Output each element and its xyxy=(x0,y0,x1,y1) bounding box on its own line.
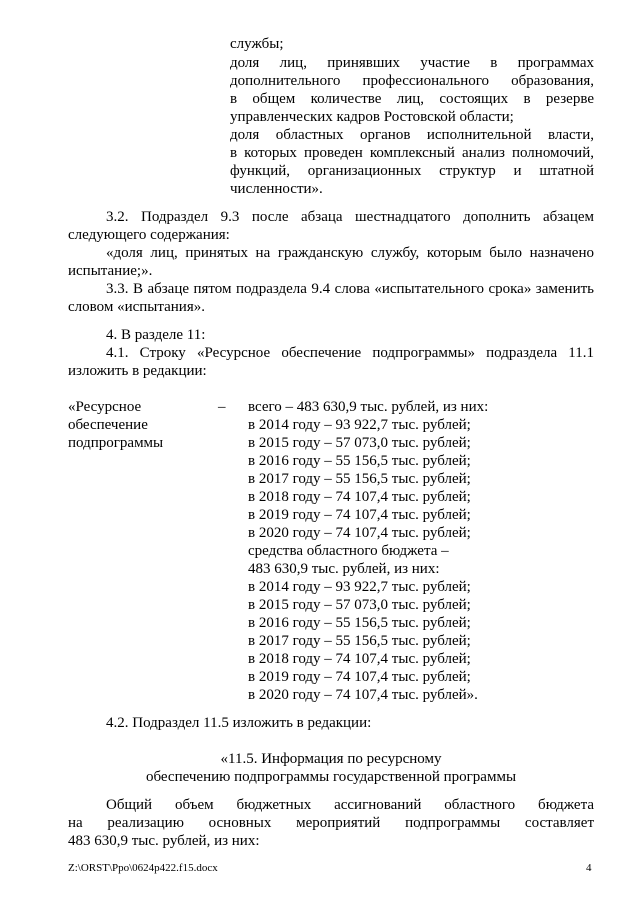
title-line: «11.5. Информация по ресурсному xyxy=(220,751,442,767)
table-label: подпрограммы xyxy=(68,435,164,451)
table-value: в 2016 году – 55 156,5 тыс. рублей; xyxy=(248,453,471,469)
paragraph-line: 4.1. Строку «Ресурсное обеспечение подпрограммы» подраздела 11.1 xyxy=(106,345,594,361)
table-value: в 2014 году – 93 922,7 тыс. рублей; xyxy=(248,579,471,595)
table-value: в 2019 году – 74 107,4 тыс. рублей; xyxy=(248,507,471,523)
table-value: в 2020 году – 74 107,4 тыс. рублей; xyxy=(248,525,471,541)
paragraph-line: испытание;». xyxy=(68,263,153,279)
title-line: обеспечению подпрограммы государственной программы xyxy=(145,769,517,785)
paragraph-line: словом «испытания». xyxy=(68,299,205,315)
table-value: в 2017 году – 55 156,5 тыс. рублей; xyxy=(248,471,471,487)
paragraph-line: 3.3. В абзаце пятом подраздела 9.4 слова «испытательного срока» заменить xyxy=(106,281,594,297)
table-value: в 2016 году – 55 156,5 тыс. рублей; xyxy=(248,615,471,631)
table-label: обеспечение xyxy=(68,417,148,433)
text-line: доля областных органов исполнительной власти, xyxy=(230,127,594,143)
text-line: доля лиц, принявших участие в программах xyxy=(230,55,594,71)
table-dash: – xyxy=(218,399,226,415)
text-line: в общем количестве лиц, состоящих в резерве xyxy=(230,91,594,107)
table-value: в 2020 году – 74 107,4 тыс. рублей». xyxy=(248,687,478,703)
paragraph-line: 3.2. Подраздел 9.3 после абзаца шестнадцатого дополнить абзацем xyxy=(106,209,594,225)
text-line: управленческих кадров Ростовской области; xyxy=(230,109,514,125)
text-line: функций, организационных структур и штатной xyxy=(230,163,594,179)
table-label: «Ресурсное xyxy=(68,399,142,415)
paragraph-line: «доля лиц, принятых на гражданскую службу, которым было назначено xyxy=(106,245,594,261)
table-value: в 2014 году – 93 922,7 тыс. рублей; xyxy=(248,417,471,433)
table-value: в 2018 году – 74 107,4 тыс. рублей; xyxy=(248,651,471,667)
table-value: средства областного бюджета – xyxy=(248,543,449,559)
table-value: в 2015 году – 57 073,0 тыс. рублей; xyxy=(248,435,471,451)
paragraph-line: изложить в редакции: xyxy=(68,363,207,379)
table-value: всего – 483 630,9 тыс. рублей, из них: xyxy=(248,399,489,415)
table-value: в 2019 году – 74 107,4 тыс. рублей; xyxy=(248,669,471,685)
table-value: в 2018 году – 74 107,4 тыс. рублей; xyxy=(248,489,471,505)
text-line: дополнительного профессионального образования, xyxy=(230,73,594,89)
text-line: в которых проведен комплексный анализ полномочий, xyxy=(230,145,594,161)
paragraph-line: следующего содержания: xyxy=(68,227,230,243)
paragraph-line: Общий объем бюджетных ассигнований областного бюджета xyxy=(106,797,594,813)
section-4-2-line: 4.2. Подраздел 11.5 изложить в редакции: xyxy=(106,715,372,731)
page-number: 4 xyxy=(586,862,592,874)
text-line: службы; xyxy=(230,36,284,52)
table-value: в 2015 году – 57 073,0 тыс. рублей; xyxy=(248,597,471,613)
footer-file-path: Z:\ORST\Ppo\0624p422.f15.docx xyxy=(68,862,218,874)
table-value: 483 630,9 тыс. рублей, из них: xyxy=(248,561,440,577)
table-value: в 2017 году – 55 156,5 тыс. рублей; xyxy=(248,633,471,649)
section-heading: 4. В разделе 11: xyxy=(106,327,206,343)
paragraph-line: 483 630,9 тыс. рублей, из них: xyxy=(68,833,260,849)
paragraph-line: на реализацию основных мероприятий подпрограммы составляет xyxy=(68,815,594,831)
text-line: численности». xyxy=(230,181,323,197)
